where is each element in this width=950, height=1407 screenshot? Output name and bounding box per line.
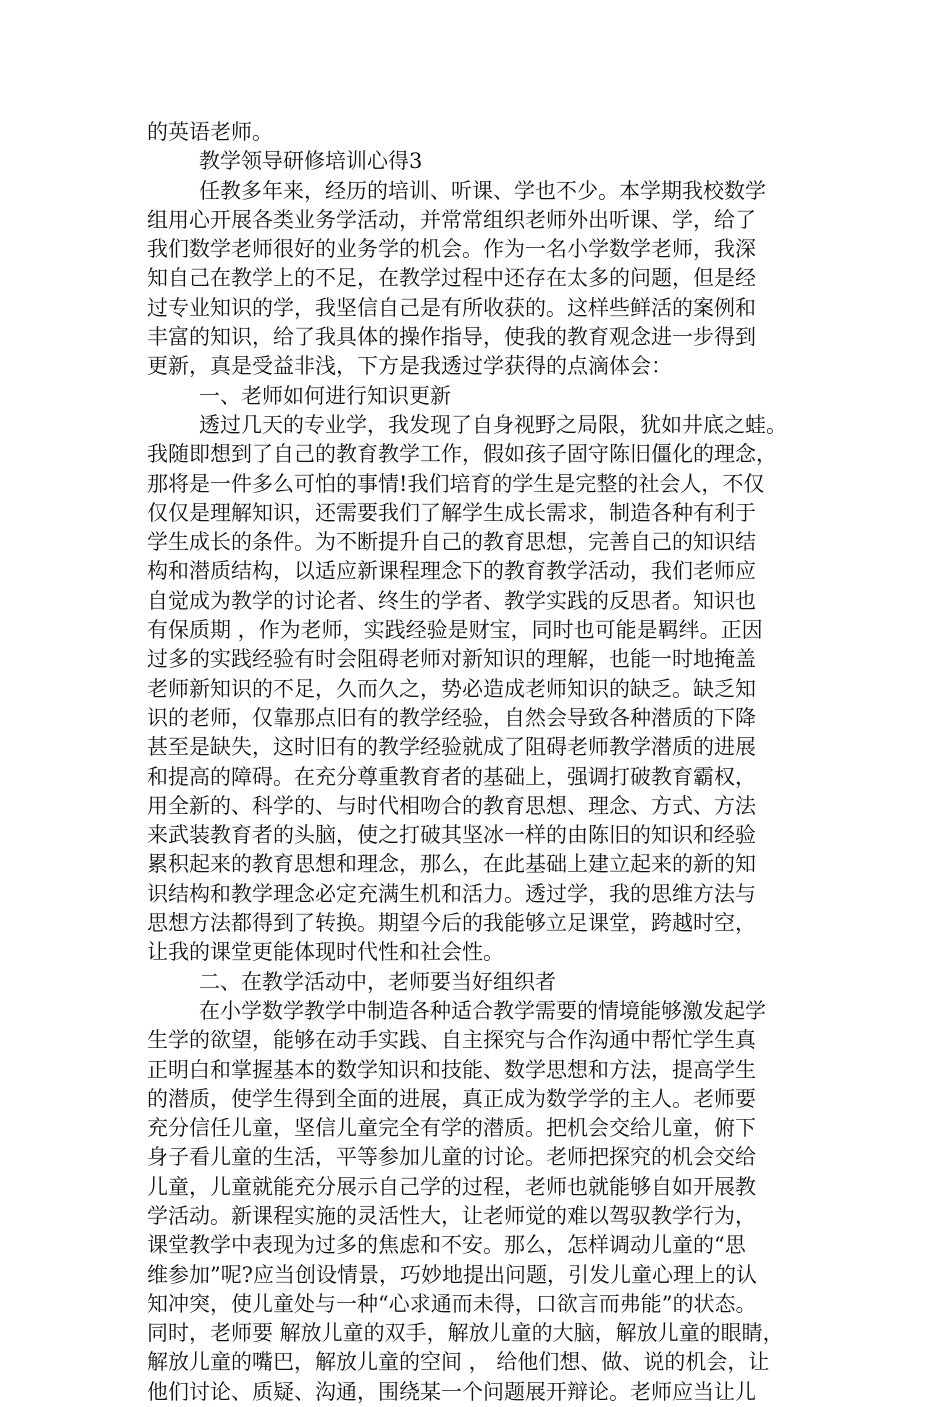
text-line: 自觉成为教学的讨论者、终生的学者、教学实践的反思者。知识也 [147, 588, 756, 613]
text-line: 充分信任儿童，坚信儿童完全有学的潜质。把机会交给儿童，俯下 [147, 1116, 756, 1141]
text-line: 累积起来的教育思想和理念，那么，在此基础上建立起来的新的知 [147, 852, 756, 877]
text-line: 丰富的知识，给了我具体的操作指导，使我的教育观念进一步得到 [147, 325, 756, 350]
text-line: 同时，老师要 解放儿童的双手，解放儿童的大脑，解放儿童的眼睛， [147, 1321, 784, 1346]
text-line: 仅仅是理解知识，还需要我们了解学生成长需求，制造各种有利于 [147, 500, 756, 525]
text-line: 来武装教育者的头脑，使之打破其坚冰一样的由陈旧的知识和经验 [147, 823, 756, 848]
text-line: 透过几天的专业学，我发现了自身视野之局限，犹如井底之蛙。 [199, 412, 787, 437]
text-line: 过多的实践经验有时会阻碍老师对新知识的理解，也能一时地掩盖 [147, 647, 756, 672]
text-line: 让我的课堂更能体现时代性和社会性。 [147, 940, 504, 965]
text-line: 维参加”呢?应当创设情景，巧妙地提出问题，引发儿童心理上的认 [147, 1262, 757, 1287]
text-line: 学生成长的条件。为不断提升自己的教育思想，完善自己的知识结 [147, 530, 756, 555]
text-line: 身子看儿童的生活，平等参加儿童的讨论。老师把探究的机会交给 [147, 1145, 756, 1170]
text-line: 知冲突，使儿童处与一种“心求通而未得，口欲言而弗能”的状态。 [147, 1291, 757, 1316]
text-line: 有保质期 ，作为老师，实践经验是财宝，同时也可能是羁绊。正因 [147, 618, 763, 643]
text-line: 生学的欲望，能够在动手实践、自主探究与合作沟通中帮忙学生真 [147, 1028, 756, 1053]
text-line: 一、老师如何进行知识更新 [199, 383, 451, 408]
text-line: 我们数学老师很好的业务学的机会。作为一名小学数学老师，我深 [147, 237, 756, 262]
text-line: 过专业知识的学，我坚信自己是有所收获的。这样些鲜活的案例和 [147, 295, 756, 320]
text-line: 课堂教学中表现为过多的焦虑和不安。那么，怎样调动儿童的“思 [147, 1233, 746, 1258]
text-line: 老师新知识的不足，久而久之，势必造成老师知识的缺乏。缺乏知 [147, 676, 756, 701]
text-line: 识结构和教学理念必定充满生机和活力。透过学，我的思维方法与 [147, 881, 756, 906]
text-line: 任教多年来，经历的培训、听课、学也不少。本学期我校数学 [199, 178, 766, 203]
text-line: 解放儿童的嘴巴，解放儿童的空间 ， 给他们想、做、说的机会，让 [147, 1350, 770, 1375]
text-line: 识的老师，仅靠那点旧有的教学经验，自然会导致各种潜质的下降 [147, 705, 756, 730]
text-line: 学活动。新课程实施的灵活性大，让老师觉的难以驾驭教学行为， [147, 1203, 756, 1228]
text-line: 儿童，儿童就能充分展示自己学的过程，老师也就能够自如开展教 [147, 1174, 756, 1199]
text-line: 那将是一件多么可怕的事情!我们培育的学生是完整的社会人，不仅 [147, 471, 765, 496]
text-line: 正明白和掌握基本的数学知识和技能、数学思想和方法，提高学生 [147, 1057, 756, 1082]
text-line: 他们讨论、质疑、沟通，围绕某一个问题展开辩论。老师应当让儿 [147, 1379, 756, 1404]
text-line: 的潜质，使学生得到全面的进展，真正成为数学学的主人。老师要 [147, 1086, 756, 1111]
text-line: 思想方法都得到了转换。期望今后的我能够立足课堂，跨越时空， [147, 911, 756, 936]
document-body [147, 118, 807, 1407]
text-line: 组用心开展各类业务学活动，并常常组织老师外出听课、学，给了 [147, 207, 756, 232]
text-line: 教学领导研修培训心得3 [199, 149, 423, 174]
text-line: 更新，真是受益非浅，下方是我透过学获得的点滴体会： [147, 354, 672, 379]
text-line: 二、在教学活动中，老师要当好组织者 [199, 969, 556, 994]
text-line: 我随即想到了自己的教育教学工作，假如孩子固守陈旧僵化的理念， [147, 442, 777, 467]
text-line: 和提高的障碍。在充分尊重教育者的基础上，强调打破教育霸权， [147, 764, 756, 789]
text-line: 知自己在教学上的不足，在教学过程中还存在太多的问题，但是经 [147, 266, 756, 291]
text-line: 的英语老师。 [147, 120, 273, 144]
text-line: 构和潜质结构，以适应新课程理念下的教育教学活动，我们老师应 [147, 559, 756, 584]
text-line: 用全新的、科学的、与时代相吻合的教育思想、理念、方式、方法 [147, 793, 756, 818]
text-line: 在小学数学教学中制造各种适合教学需要的情境能够激发起学 [199, 998, 766, 1023]
text-line: 甚至是缺失，这时旧有的教学经验就成了阻碍老师教学潜质的进展 [147, 735, 756, 760]
